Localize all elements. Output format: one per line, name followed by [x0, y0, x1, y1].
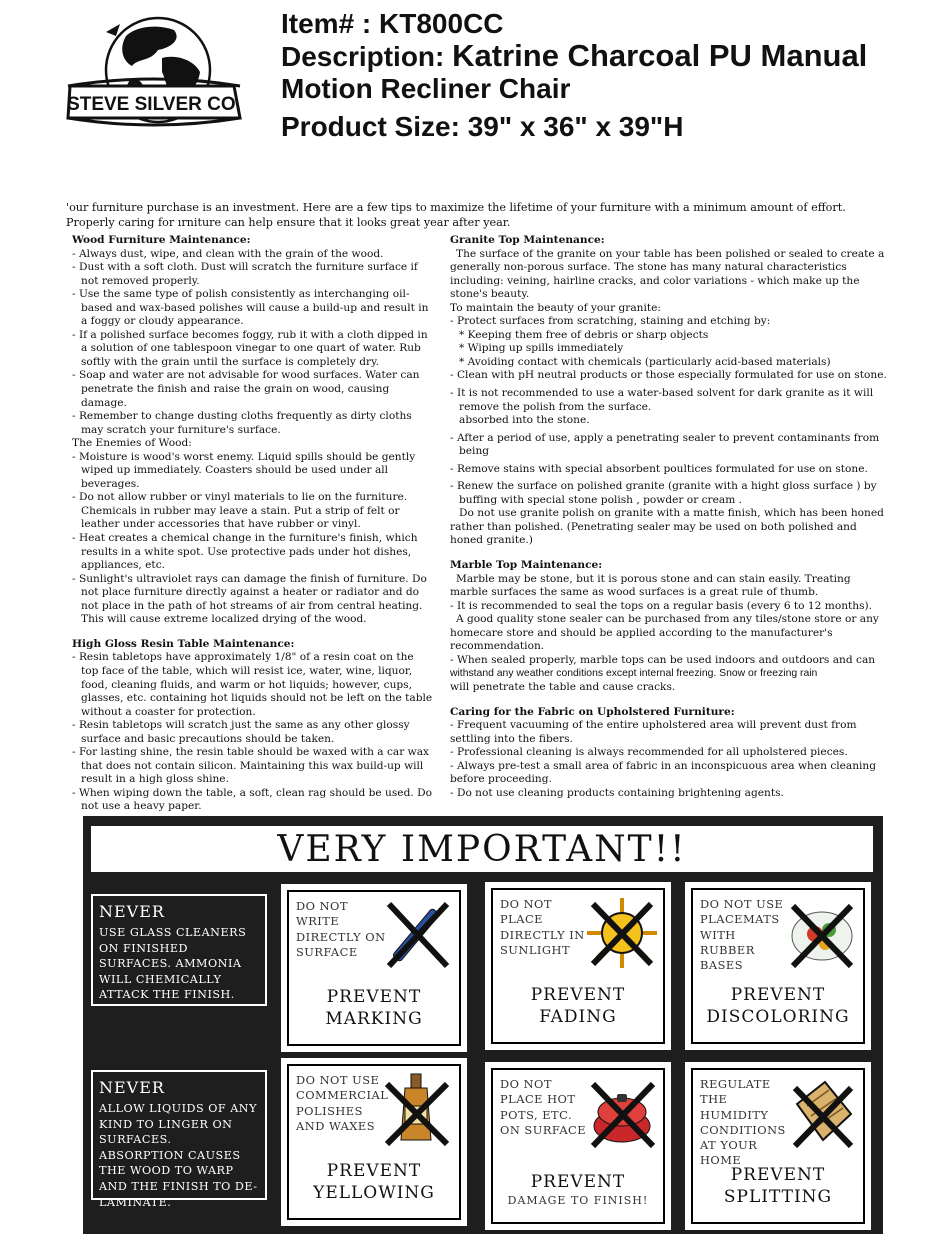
cracked-wood-icon: [785, 1074, 859, 1152]
sun-icon: [585, 894, 659, 972]
right-column: [450, 234, 890, 800]
prevent-what: YELLOWING: [313, 1183, 435, 1203]
list-item: - Resin tabletops have approximately 1/8" of a resin coat on the top face of the table, which will resist ice, water, wine, liquor, food, cleaning fluids, and warm or hot liquids; however, cups, glasses, etc. containing hot liquids should not be left on the table without a coaster for protection.: [72, 651, 433, 718]
list-item: - If a polished surface becomes foggy, rub it with a cloth dipped in a solution of one tablespoon vinegar to one quart of water. Rub softly with the grain until the surface is completely dry.: [72, 328, 428, 368]
logo-text: STEVE SILVER CO.: [67, 94, 241, 115]
fabric-care-title: Caring for the Fabric on Upholstered Furniture:: [450, 705, 735, 718]
enemies-of-wood-title: The Enemies of Wood:: [72, 437, 192, 450]
prevent-label: PREVENT MARKING: [325, 987, 423, 1029]
list-item: - After a period of use, apply a penetrating sealer to prevent contaminants from being: [450, 431, 880, 458]
intro-paragraph: 'our furniture purchase is an investment. Here are a few tips to maximize the lifetime of your furniture with a minimum amount of effort. Properly caring for ırniture can help ensure that it looks great year after year.: [66, 201, 846, 229]
granite-maintain-intro: To maintain the beauty of your granite:: [450, 301, 661, 314]
marble-paragraph: Marble may be stone, but it is porous stone and can stain easily. Treating marble surfaces the same as wood surfaces is a great rule of thumb.: [450, 572, 851, 599]
prevent-what: DISCOLORING: [706, 1007, 850, 1027]
description-line: [281, 40, 946, 73]
prevent-what: MARKING: [325, 1009, 423, 1029]
granite-absorbed-text: absorbed into the stone.: [459, 414, 590, 427]
list-item: - When wiping down the table, a soft, clean rag should be used. Do not use a heavy paper.: [72, 786, 432, 813]
list-item: - Always dust, wipe, and clean with the grain of the wood.: [72, 247, 384, 260]
marble-sealed-c: will penetrate the table and cause cracks.: [450, 680, 676, 693]
prevent-discoloring-card: [685, 882, 871, 1050]
never-glass-cleaners-box: [91, 894, 267, 1006]
list-item: - Soap and water are not advisable for wood surfaces. Water can penetrate the finish and raise the grain on wood, causing damage.: [72, 369, 420, 409]
card-instruction: DO NOT PLACE HOT POTS, ETC. ON SURFACE: [500, 1077, 587, 1137]
item-number: Item# : KT800CC: [281, 8, 504, 39]
list-item: - It is not recommended to use a water-based solvent for dark granite as it will remove the polish from the surface.: [450, 387, 874, 413]
prevent-label: PREVENT SPLITTING: [723, 1165, 833, 1207]
list-subitem: * Keeping them free of debris or sharp objects: [459, 328, 709, 341]
card-instruction: REGULATE THE HUMIDITY CONDITIONS AT YOUR HOME: [700, 1077, 786, 1168]
marble-sealed-b: withstand any weather conditions except internal freezing. Snow or freezing rain: [450, 668, 818, 680]
granite-paragraph: The surface of the granite on your table has been polished or sealed to create a generally non-porous surface. The stone has many natural characteristics including: veining, hairline cracks, and color variations - which make up the stone's beauty.: [450, 247, 885, 301]
product-header: [281, 8, 946, 143]
prevent-label: PREVENT YELLOWING: [313, 1161, 435, 1203]
card-instruction: DO NOT USE COMMERCIAL POLISHES AND WAXES: [296, 1073, 389, 1133]
never-title: NEVER: [99, 902, 165, 921]
polish-bottle-icon: [381, 1070, 455, 1148]
prevent-what: DAMAGE TO FINISH!: [507, 1194, 649, 1207]
prevent-label: PREVENT DISCOLORING: [706, 985, 850, 1027]
left-column: [72, 234, 434, 814]
prevent-label: PREVENT DAMAGE TO FINISH!: [491, 1171, 665, 1208]
very-important-banner: VERY IMPORTANT!!: [91, 826, 873, 872]
product-size: Product Size: 39" x 36" x 39"H: [281, 111, 684, 142]
list-item: - Do not allow rubber or vinyl materials to lie on the furniture. Chemicals in rubber may leave a stain. Put a strip of felt or leather under accessories that have rubber or vinyl.: [72, 491, 408, 531]
list-item: - Moisture is wood's worst enemy. Liquid spills should be gently wiped up immediately. Coasters should be used under all beverages.: [72, 450, 416, 490]
marble-maintenance-title: Marble Top Maintenance:: [450, 559, 603, 572]
list-subitem: * Avoiding contact with chemicals (particularly acid-based materials): [459, 355, 831, 368]
list-item: - Heat creates a chemical change in the furniture's finish, which results in a white spot. Use protective pads under hot dishes, appliances, etc.: [72, 532, 418, 572]
never-title: NEVER: [99, 1078, 165, 1097]
never-liquids-box: [91, 1070, 267, 1209]
list-item: - Frequent vacuuming of the entire upholstered area will prevent dust from settling into the fibers.: [450, 719, 857, 745]
card-instruction: DO NOT USE PLACEMATS WITH RUBBER BASES: [700, 897, 784, 973]
list-subitem: * Wiping up spills immediately: [459, 342, 624, 355]
list-item: - Dust with a soft cloth. Dust will scratch the furniture surface if not removed properly.: [72, 261, 418, 287]
wood-maintenance-title: Wood Furniture Maintenance:: [72, 234, 251, 246]
prevent-what: SPLITTING: [723, 1187, 833, 1207]
granite-matte-note: Do not use granite polish on granite with a matte finish, which has been honed rather than polished. (Penetrating sealer may be used on both polished and honed granite.): [450, 507, 884, 547]
granite-maintenance-title: Granite Top Maintenance:: [450, 234, 605, 246]
list-item: - Do not use cleaning products containing brightening agents.: [450, 786, 784, 799]
list-item: - Renew the surface on polished granite (granite with a hight gloss surface ) by buffing with special stone polish , powder or cream .: [450, 480, 877, 506]
very-important-panel: [83, 816, 883, 1234]
prevent-yellowing-card: [281, 1058, 467, 1226]
list-item: - Always pre-test a small area of fabric in an inconspicuous area when cleaning before proceeding.: [450, 759, 877, 786]
list-item: - Protect surfaces from scratching, staining and etching by:: [450, 315, 771, 328]
prevent-damage-card: [485, 1062, 671, 1230]
list-item: - Professional cleaning is always recommended for all upholstered pieces.: [450, 746, 848, 759]
placemat-icon: [785, 894, 859, 972]
never-body: USE GLASS CLEANERS ON FINISHED SURFACES. AMMONIA WILL CHEMICALLY ATTACK THE FINISH.: [99, 926, 247, 1002]
prevent-fading-card: [485, 882, 671, 1050]
marble-sealer-note: A good quality stone sealer can be purchased from any tiles/stone store or any homecare store and should be applied according to the manufacturer's recommendation.: [450, 613, 879, 653]
prevent-label: PREVENT FADING: [530, 985, 626, 1027]
never-body: ALLOW LIQUIDS OF ANY KIND TO LINGER ON SURFACES. ABSORPTION CAUSES THE WOOD TO WARP AND THE FINISH TO DE-LAMINATE.: [99, 1102, 258, 1209]
resin-maintenance-title: High Gloss Resin Table Maintenance:: [72, 637, 295, 650]
hot-pot-icon: [585, 1074, 659, 1152]
list-item: - Remember to change dusting cloths frequently as dirty cloths may scratch your furniture's surface.: [72, 410, 412, 436]
steve-silver-logo: [66, 14, 242, 136]
prevent-what: FADING: [539, 1007, 617, 1027]
card-instruction: DO NOT PLACE DIRECTLY IN SUNLIGHT: [500, 897, 585, 957]
list-item: - It is recommended to seal the tops on a regular basis (every 6 to 12 months).: [450, 599, 873, 612]
list-item: - Use the same type of polish consistently as interchanging oil-based and wax-based polishes will cause a build-up and result in a foggy or cloudy appearance.: [72, 288, 429, 328]
description-value: Katrine Charcoal PU Manual: [452, 38, 868, 73]
pen-icon: [381, 896, 455, 974]
list-item: - Resin tabletops will scratch just the same as any other glossy surface and basic precautions should be taken.: [72, 719, 410, 745]
prevent-splitting-card: [685, 1062, 871, 1230]
description-label: Description:: [281, 41, 453, 72]
list-item: - Clean with pH neutral products or those especially formulated for use on stone.: [450, 369, 887, 382]
prevent-marking-card: [281, 884, 467, 1052]
list-item: - For lasting shine, the resin table should be waxed with a car wax that does not contain silicon. Maintaining this wax build-up will result in a high gloss shine.: [72, 746, 430, 786]
description-line-2: Motion Recliner Chair: [281, 73, 571, 104]
list-item: - Sunlight's ultraviolet rays can damage the finish of furniture. Do not place furniture directly against a heater or radiator and do not place in the path of hot streams of air from central heating. This will cause extreme localized drying of the wood.: [72, 572, 427, 626]
list-item: - Remove stains with special absorbent poultices formulated for use on stone.: [450, 462, 868, 475]
card-instruction: DO NOT WRITE DIRECTLY ON SURFACE: [296, 899, 386, 959]
marble-sealed-a: - When sealed properly, marble tops can be used indoors and outdoors and can: [450, 653, 876, 666]
